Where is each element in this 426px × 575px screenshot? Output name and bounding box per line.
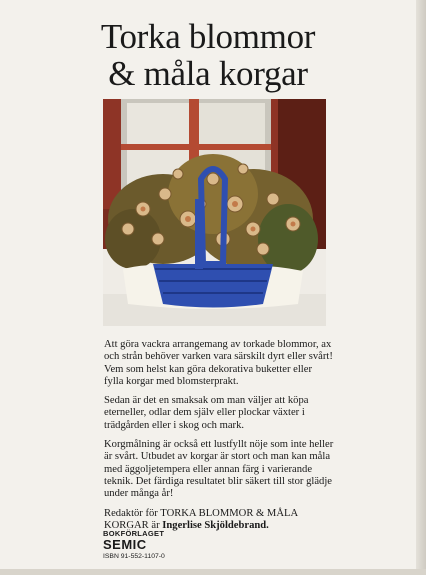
back-cover-text <box>104 339 334 539</box>
paragraph-1: Att göra vackra arrangemang av torkade blommor, ax och strån behöver varken vara särskilt dyrt eller svårt! Vem som helst kan göra dekorativa buketter eller fylla korgar med blomsterprakt. <box>104 339 333 387</box>
title-line-2: & måla korgar <box>108 54 308 93</box>
cover-photo <box>103 99 326 326</box>
page-edge <box>416 0 426 575</box>
editor-name: Ingerlise Skjöldebrand. <box>162 519 269 531</box>
page-edge-bottom <box>0 569 426 575</box>
paragraph-2: Sedan är det en smaksak om man väljer att köpa eterneller, odlar dem själv eller plockar växter i trädgården eller i skog och mark. <box>104 395 309 431</box>
title-line-1: Torka blommor <box>100 17 316 56</box>
credit-prefix: Redaktör för TORKA BLOMMOR & MÅLA KORGAR är <box>104 507 298 531</box>
isbn: ISBN 91-552-1107-0 <box>103 553 165 560</box>
paragraph-3: Korgmålning är också ett lustfyllt nöje som inte heller är svårt. Utbudet av korgar är stort och man kan måla med äggoljetempera eller annan färg i varierande teknik. Det färdiga resultatet blir säkert till stor glädje under många år! <box>104 439 334 500</box>
publisher-logo <box>103 530 175 561</box>
publisher-name: SEMIC <box>103 537 147 552</box>
publisher-top: BOKFÖRLAGET <box>103 529 165 538</box>
dried-flower-basket-illustration <box>103 99 326 326</box>
book-title <box>0 18 416 92</box>
